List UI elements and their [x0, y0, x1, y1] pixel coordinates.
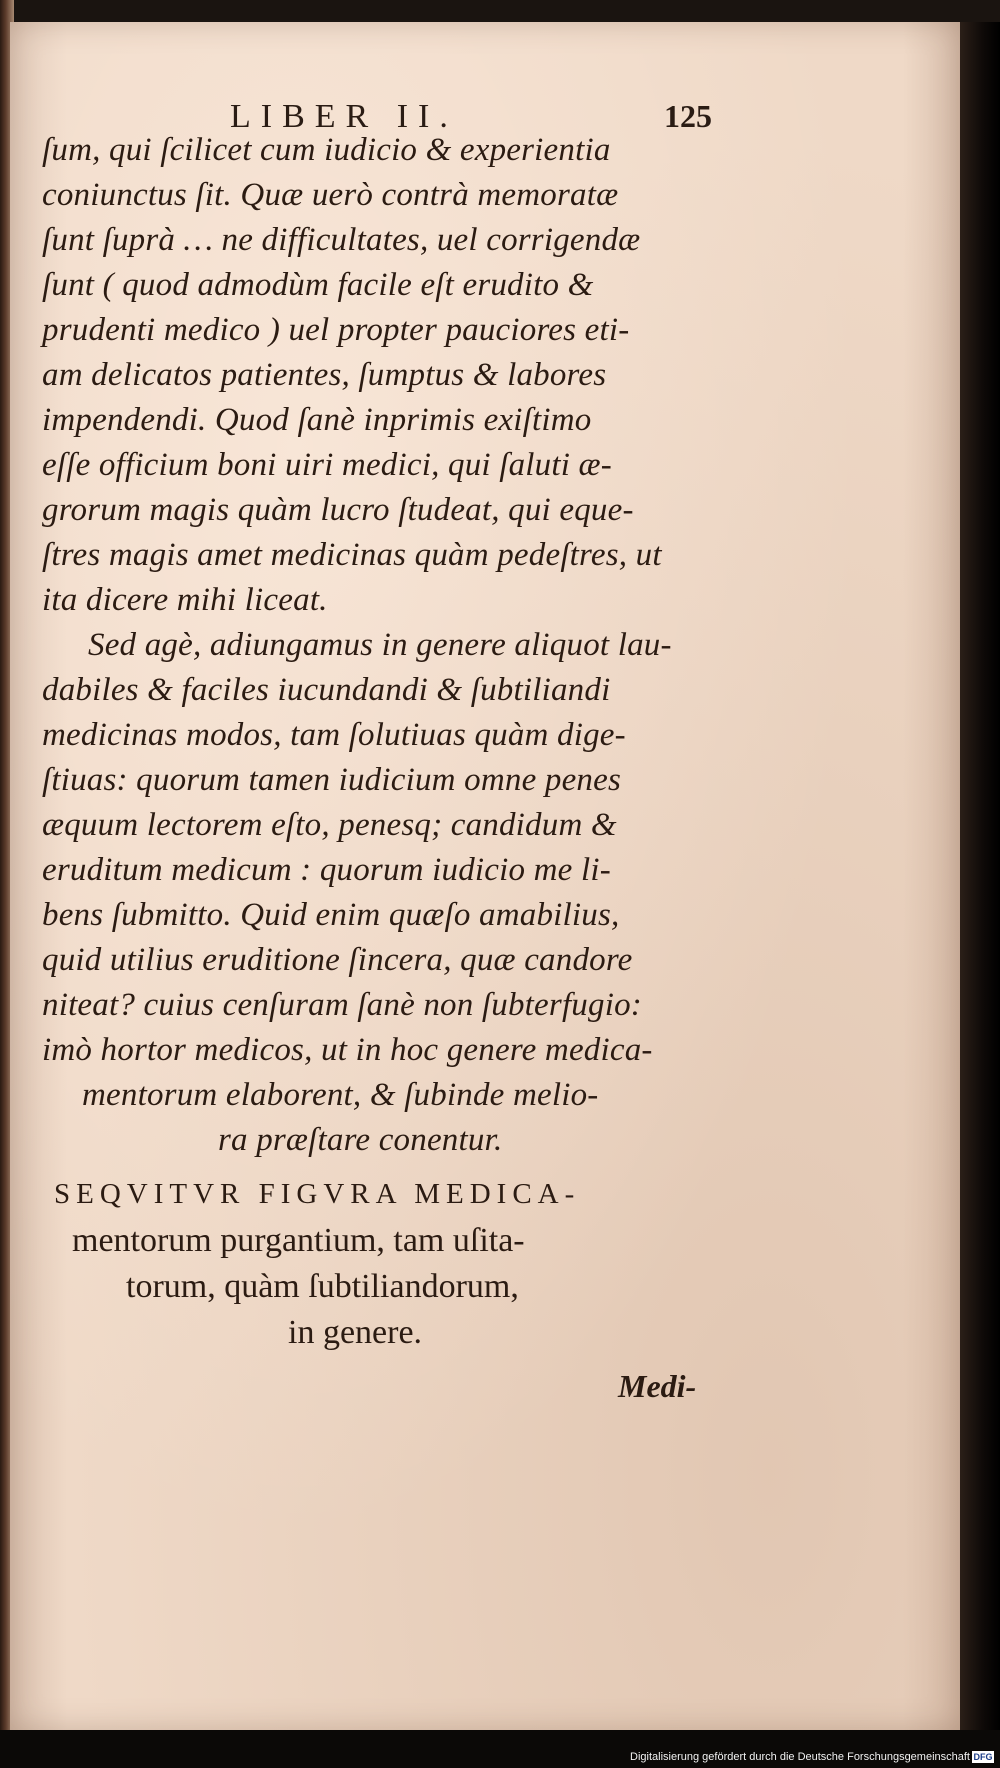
text-line: ſtres magis amet medicinas quàm pedeſtres, ut	[42, 537, 662, 573]
text-line: ſtiuas: quorum tamen iudicium omne penes	[42, 762, 622, 798]
text-line: mentorum elaborent, & ſubinde melio-	[82, 1077, 599, 1113]
page-right-shadow	[960, 22, 1000, 1730]
text-line: coniunctus ſit. Quæ uerò contrà memoratæ	[42, 177, 619, 213]
text-line: am delicatos patientes, ſumptus & labores	[42, 357, 607, 393]
text-line: æquum lectorem eſto, penesq; candidum &	[42, 807, 617, 843]
heading-line: in genere.	[288, 1314, 423, 1351]
text-line: niteat? cuius cenſuram ſanè non ſubterfugio:	[42, 987, 642, 1023]
text-line: prudenti medico ) uel propter pauciores eti-	[42, 312, 630, 348]
page-number: 125	[664, 98, 712, 134]
catchword: Medi-	[618, 1368, 697, 1404]
heading-line: torum, quàm ſubtiliandorum,	[126, 1268, 519, 1305]
text-line: quid utilius eruditione ſincera, quæ candore	[42, 942, 633, 978]
heading-line-caps: SEQVITVR FIGVRA MEDICA-	[54, 1178, 581, 1210]
digitization-credit: Digitalisierung gefördert durch die Deutsche Forschungsgemeinschaft	[630, 1751, 970, 1763]
text-line: eſſe officium boni uiri medici, qui ſaluti æ-	[42, 447, 612, 483]
text-line: dabiles & faciles iucundandi & ſubtiliandi	[42, 672, 611, 708]
text-line: ſunt ( quod admodùm facile eſt erudito &	[42, 267, 594, 303]
text-line: medicinas modos, tam ſolutiuas quàm dige-	[42, 717, 626, 753]
text-line: impendendi. Quod ſanè inprimis exiſtimo	[42, 402, 592, 438]
text-line: Sed agè, adiungamus in genere aliquot lau-	[88, 627, 672, 663]
text-line: ra præſtare conentur.	[218, 1122, 503, 1158]
heading-line: mentorum purgantium, tam uſita-	[72, 1222, 525, 1259]
text-line: bens ſubmitto. Quid enim quæſo amabilius,	[42, 897, 620, 933]
text-line: eruditum medicum : quorum iudicio me li-	[42, 852, 611, 888]
text-line: imò hortor medicos, ut in hoc genere medica-	[42, 1032, 653, 1068]
text-line: ſum, qui ſcilicet cum iudicio & experientia	[42, 132, 611, 168]
text-line: grorum magis quàm lucro ſtudeat, qui eque-	[42, 492, 634, 528]
text-line: ſunt ſuprà … ne difficultates, uel corrigendæ	[42, 222, 641, 258]
running-title: LIBER II.	[230, 98, 458, 135]
text-line: ita dicere mihi liceat.	[42, 582, 328, 618]
dfg-logo: DFG	[973, 1752, 993, 1762]
